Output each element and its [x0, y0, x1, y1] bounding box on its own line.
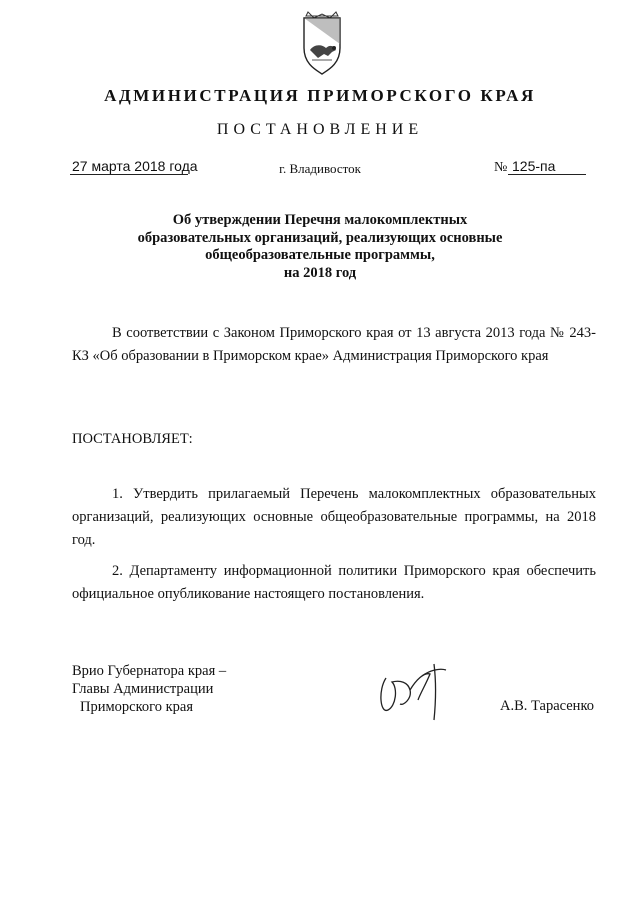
document-title — [80, 212, 560, 282]
number-underline — [508, 174, 586, 175]
signatory-name: А.В. Тарасенко — [500, 698, 595, 714]
title-line: образовательных организаций, реализующих основные — [137, 229, 503, 246]
organization-name: АДМИНИСТРАЦИЯ ПРИМОРСКОГО КРАЯ — [104, 86, 536, 105]
resolution-item-1: 1. Утвердить прилагаемый Перечень малокомплектных образовательных организаций, реализующих основные общеобразовательные программы, на 2018 год. — [72, 486, 596, 548]
coat-of-arms-icon — [298, 10, 346, 76]
resolve-heading: ПОСТАНОВЛЯЕТ: — [72, 431, 193, 447]
title-line: на 2018 год — [283, 264, 357, 281]
title-line: Об утверждении Перечня малокомплектных — [172, 212, 468, 228]
document-city: г. Владивосток — [279, 161, 361, 176]
preamble-paragraph: В соответствии с Законом Приморского края от 13 августа 2013 года № 243-КЗ «Об образовании в Приморском крае» Администрация Приморского края — [72, 325, 596, 364]
position-line: Приморского края — [80, 699, 194, 715]
number-label: № — [494, 160, 508, 175]
document-date: 27 марта 2018 года — [72, 158, 198, 174]
position-line: Врио Губернатора края – — [72, 663, 227, 679]
position-line: Главы Администрации — [72, 681, 214, 697]
resolution-item-2: 2. Департаменту информационной политики Приморского края обеспечить официальное опубликование настоящего постановления. — [72, 563, 596, 602]
document-number: 125-па — [512, 158, 556, 174]
handwritten-signature — [374, 660, 450, 722]
title-line: общеобразовательные программы, — [205, 247, 435, 263]
document-type: ПОСТАНОВЛЕНИЕ — [216, 121, 424, 138]
signatory-position — [72, 662, 226, 716]
